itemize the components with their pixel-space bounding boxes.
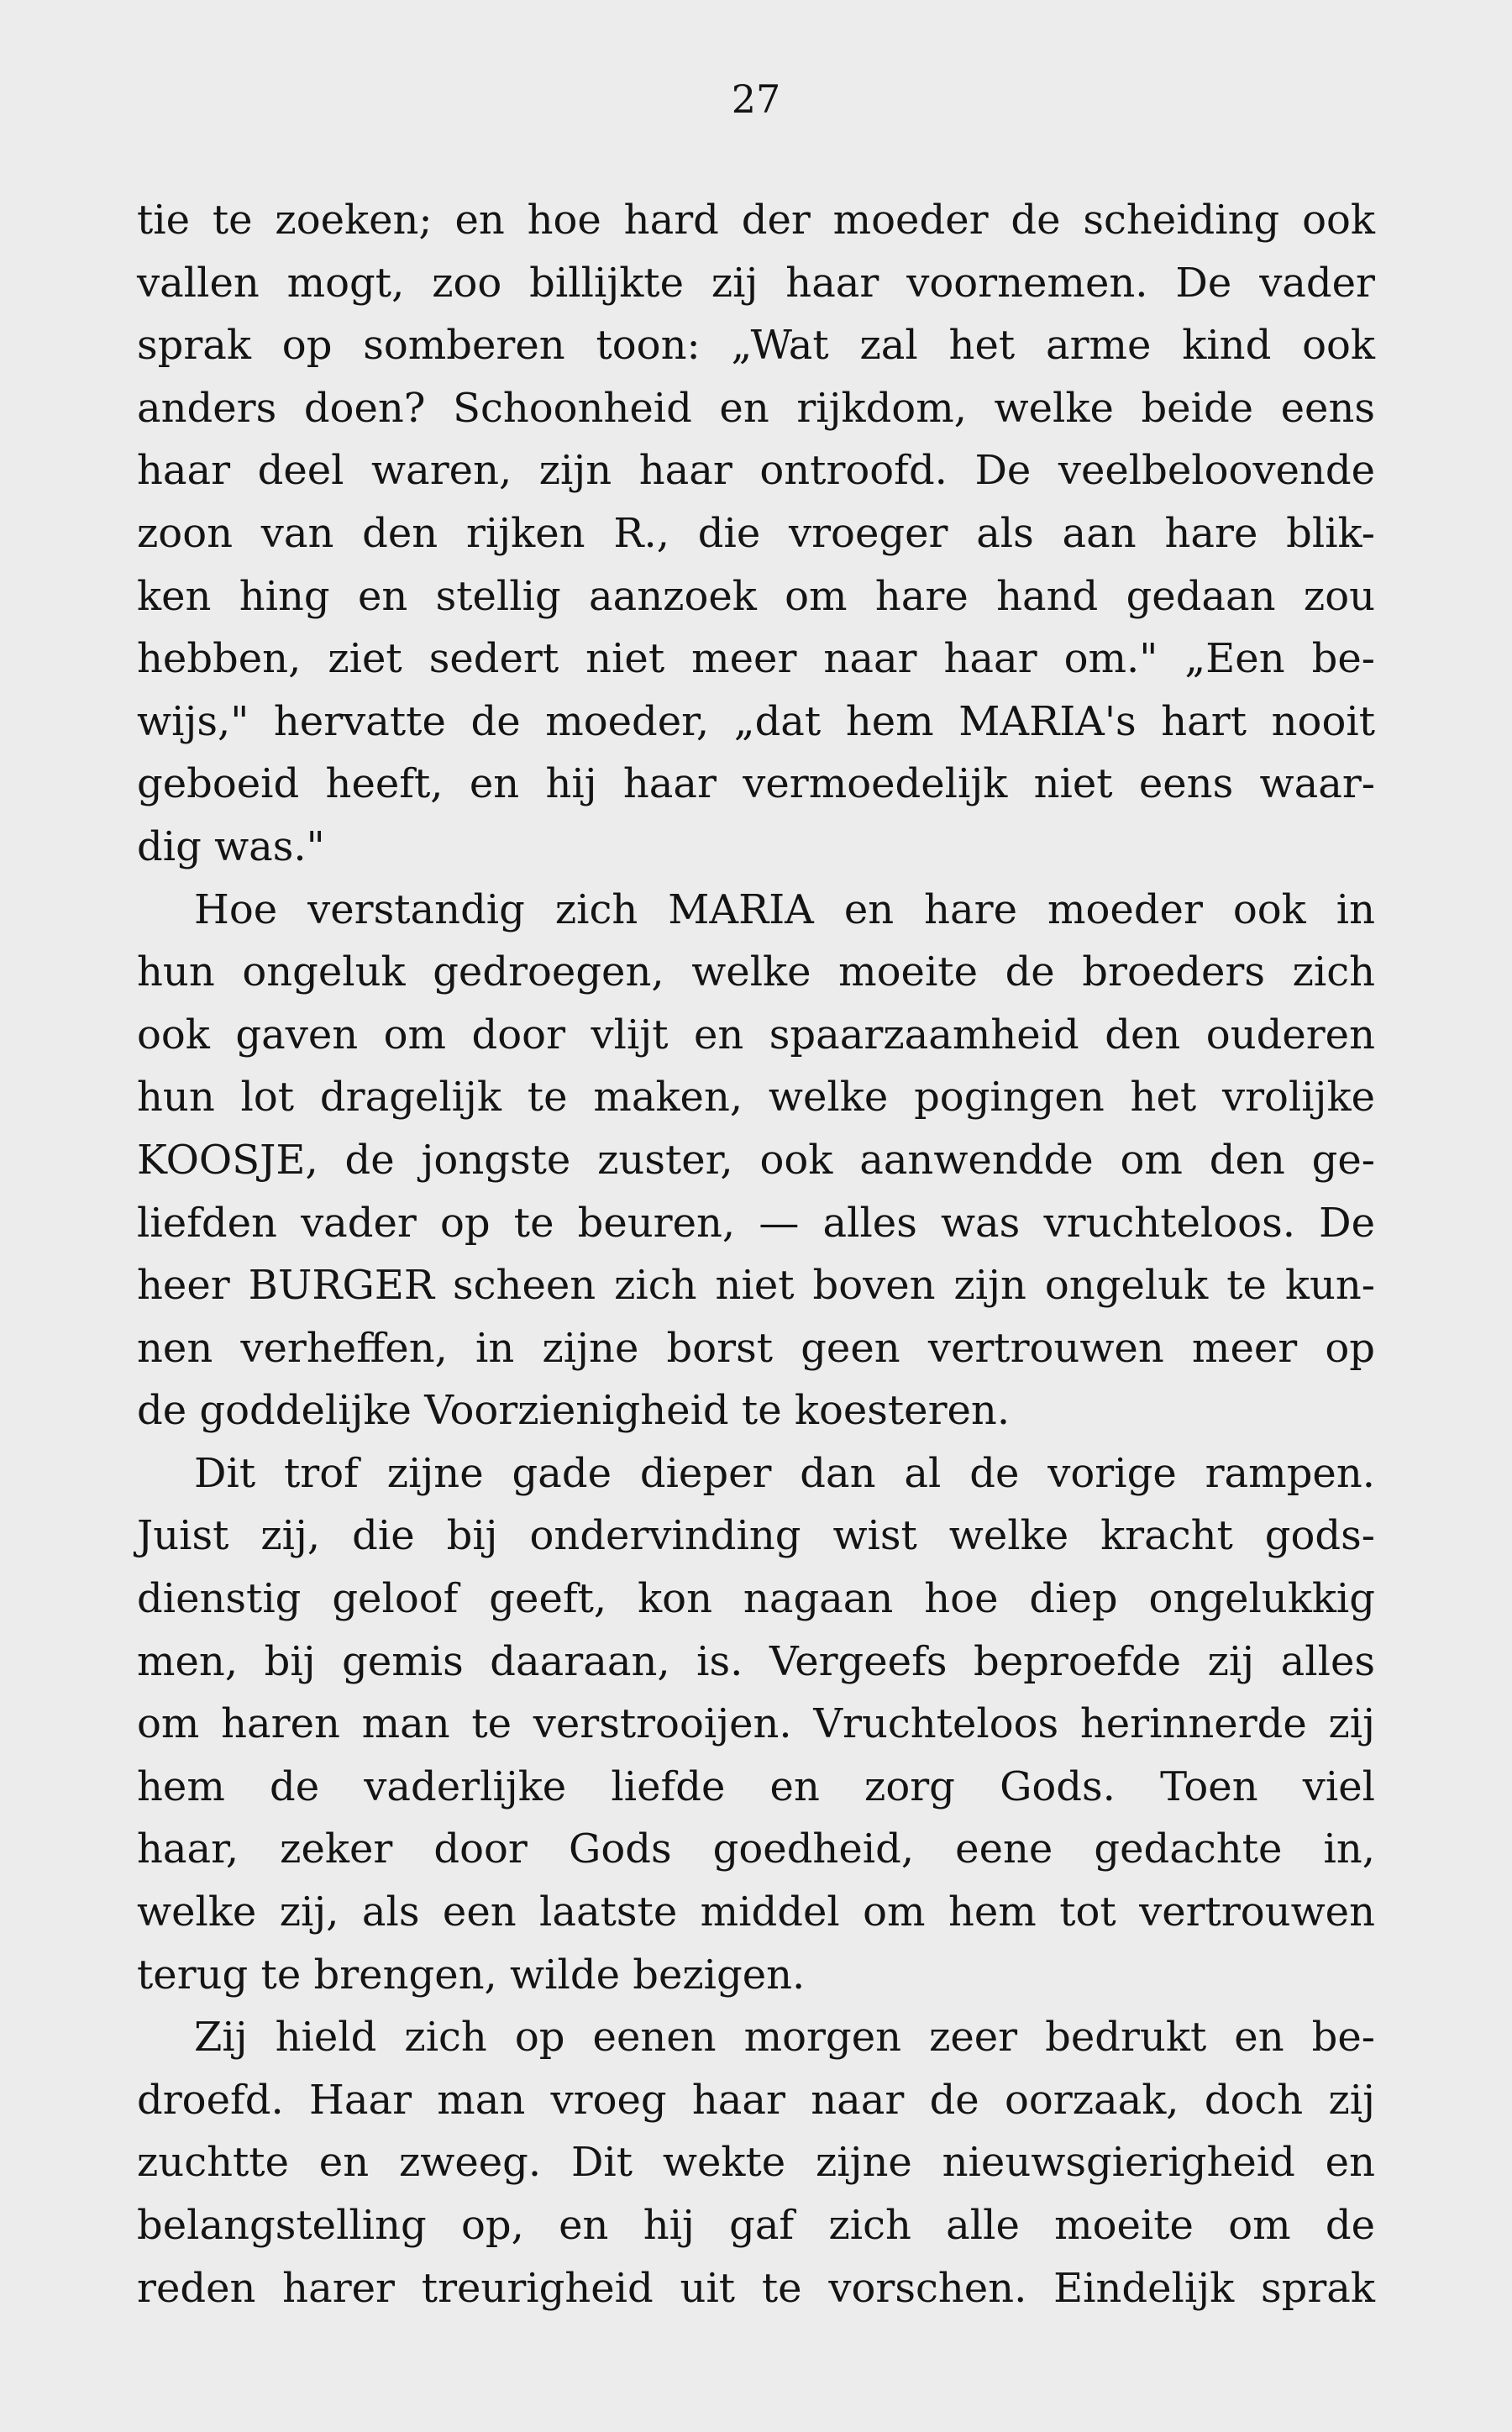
text-line: ook gaven om door vlijt en spaarzaamheid den ouderen (137, 1011, 1375, 1058)
text-line: haar deel waren, zijn haar ontroofd. De veelbeloovende (137, 447, 1375, 495)
text-line: om haren man te verstrooijen. Vruchteloos herinnerde zij (137, 1700, 1375, 1748)
text-line: belangstelling op, en hij gaf zich alle moeite om de (137, 2202, 1375, 2249)
text-line: tie te zoeken; en hoe hard der moeder de scheiding ook (137, 197, 1375, 244)
text-line: vallen mogt, zoo billijkte zij haar voornemen. De vader (137, 259, 1375, 307)
text-line: nen verheffen, in zijne borst geen vertrouwen meer op (137, 1324, 1375, 1372)
text-line: Zij hield zich op eenen morgen zeer bedrukt en be- (194, 2014, 1375, 2062)
text-line: reden harer treurigheid uit te vorschen. Eindelijk sprak (137, 2264, 1375, 2312)
text-line: geboeid heeft, en hij haar vermoedelijk niet eens waar- (137, 760, 1375, 808)
text-line: Dit trof zijne gade dieper dan al de vorige rampen. (194, 1449, 1375, 1497)
page-number: 27 (731, 76, 781, 122)
text-line: liefden vader op te beuren, — alles was vruchteloos. De (137, 1199, 1375, 1247)
text-line: hun lot dragelijk te maken, welke pogingen het vrolijke (137, 1074, 1375, 1121)
text-line: hem de vaderlijke liefde en zorg Gods. Toen viel (137, 1762, 1375, 1810)
text-line: de goddelijke Voorzienigheid te koesteren. (137, 1387, 1011, 1435)
text-line: dienstig geloof geeft, kon nagaan hoe diep ongelukkig (137, 1575, 1375, 1623)
text-line: hun ongeluk gedroegen, welke moeite de broeders zich (137, 948, 1375, 996)
text-line: zoon van den rijken R., die vroeger als aan hare blik- (137, 509, 1375, 557)
text-line: heer BURGER scheen zich niet boven zijn ongeluk te kun- (137, 1262, 1375, 1310)
text-line: anders doen? Schoonheid en rijkdom, welke beide eens (137, 384, 1375, 432)
text-line: sprak op somberen toon: „Wat zal het arme kind ook (137, 322, 1375, 370)
body-text (137, 189, 1375, 2319)
text-line: KOOSJE, de jongste zuster, ook aanwendde om den ge- (137, 1136, 1375, 1184)
text-line: haar, zeker door Gods goedheid, eene gedachte in, (137, 1825, 1375, 1873)
text-line: men, bij gemis daaraan, is. Vergeefs beproefde zij alles (137, 1637, 1375, 1685)
text-line: ken hing en stellig aanzoek om hare hand gedaan zou (137, 572, 1375, 620)
text-line: droefd. Haar man vroeg haar naar de oorzaak, doch zij (137, 2076, 1375, 2124)
text-line: welke zij, als een laatste middel om hem tot vertrouwen (137, 1888, 1375, 1936)
text-line: wijs," hervatte de moeder, „dat hem MARIA's hart nooit (137, 697, 1375, 745)
text-line: hebben, ziet sedert niet meer naar haar om." „Een be- (137, 635, 1375, 683)
text-line: zuchtte en zweeg. Dit wekte zijne nieuwsgierigheid en (137, 2139, 1375, 2187)
text-line: terug te brengen, wilde bezigen. (137, 1951, 806, 1999)
text-line: Hoe verstandig zich MARIA en hare moeder ook in (194, 885, 1375, 933)
text-line: dig was." (137, 822, 325, 870)
text-line: Juist zij, die bij ondervinding wist welke kracht gods- (137, 1512, 1375, 1560)
